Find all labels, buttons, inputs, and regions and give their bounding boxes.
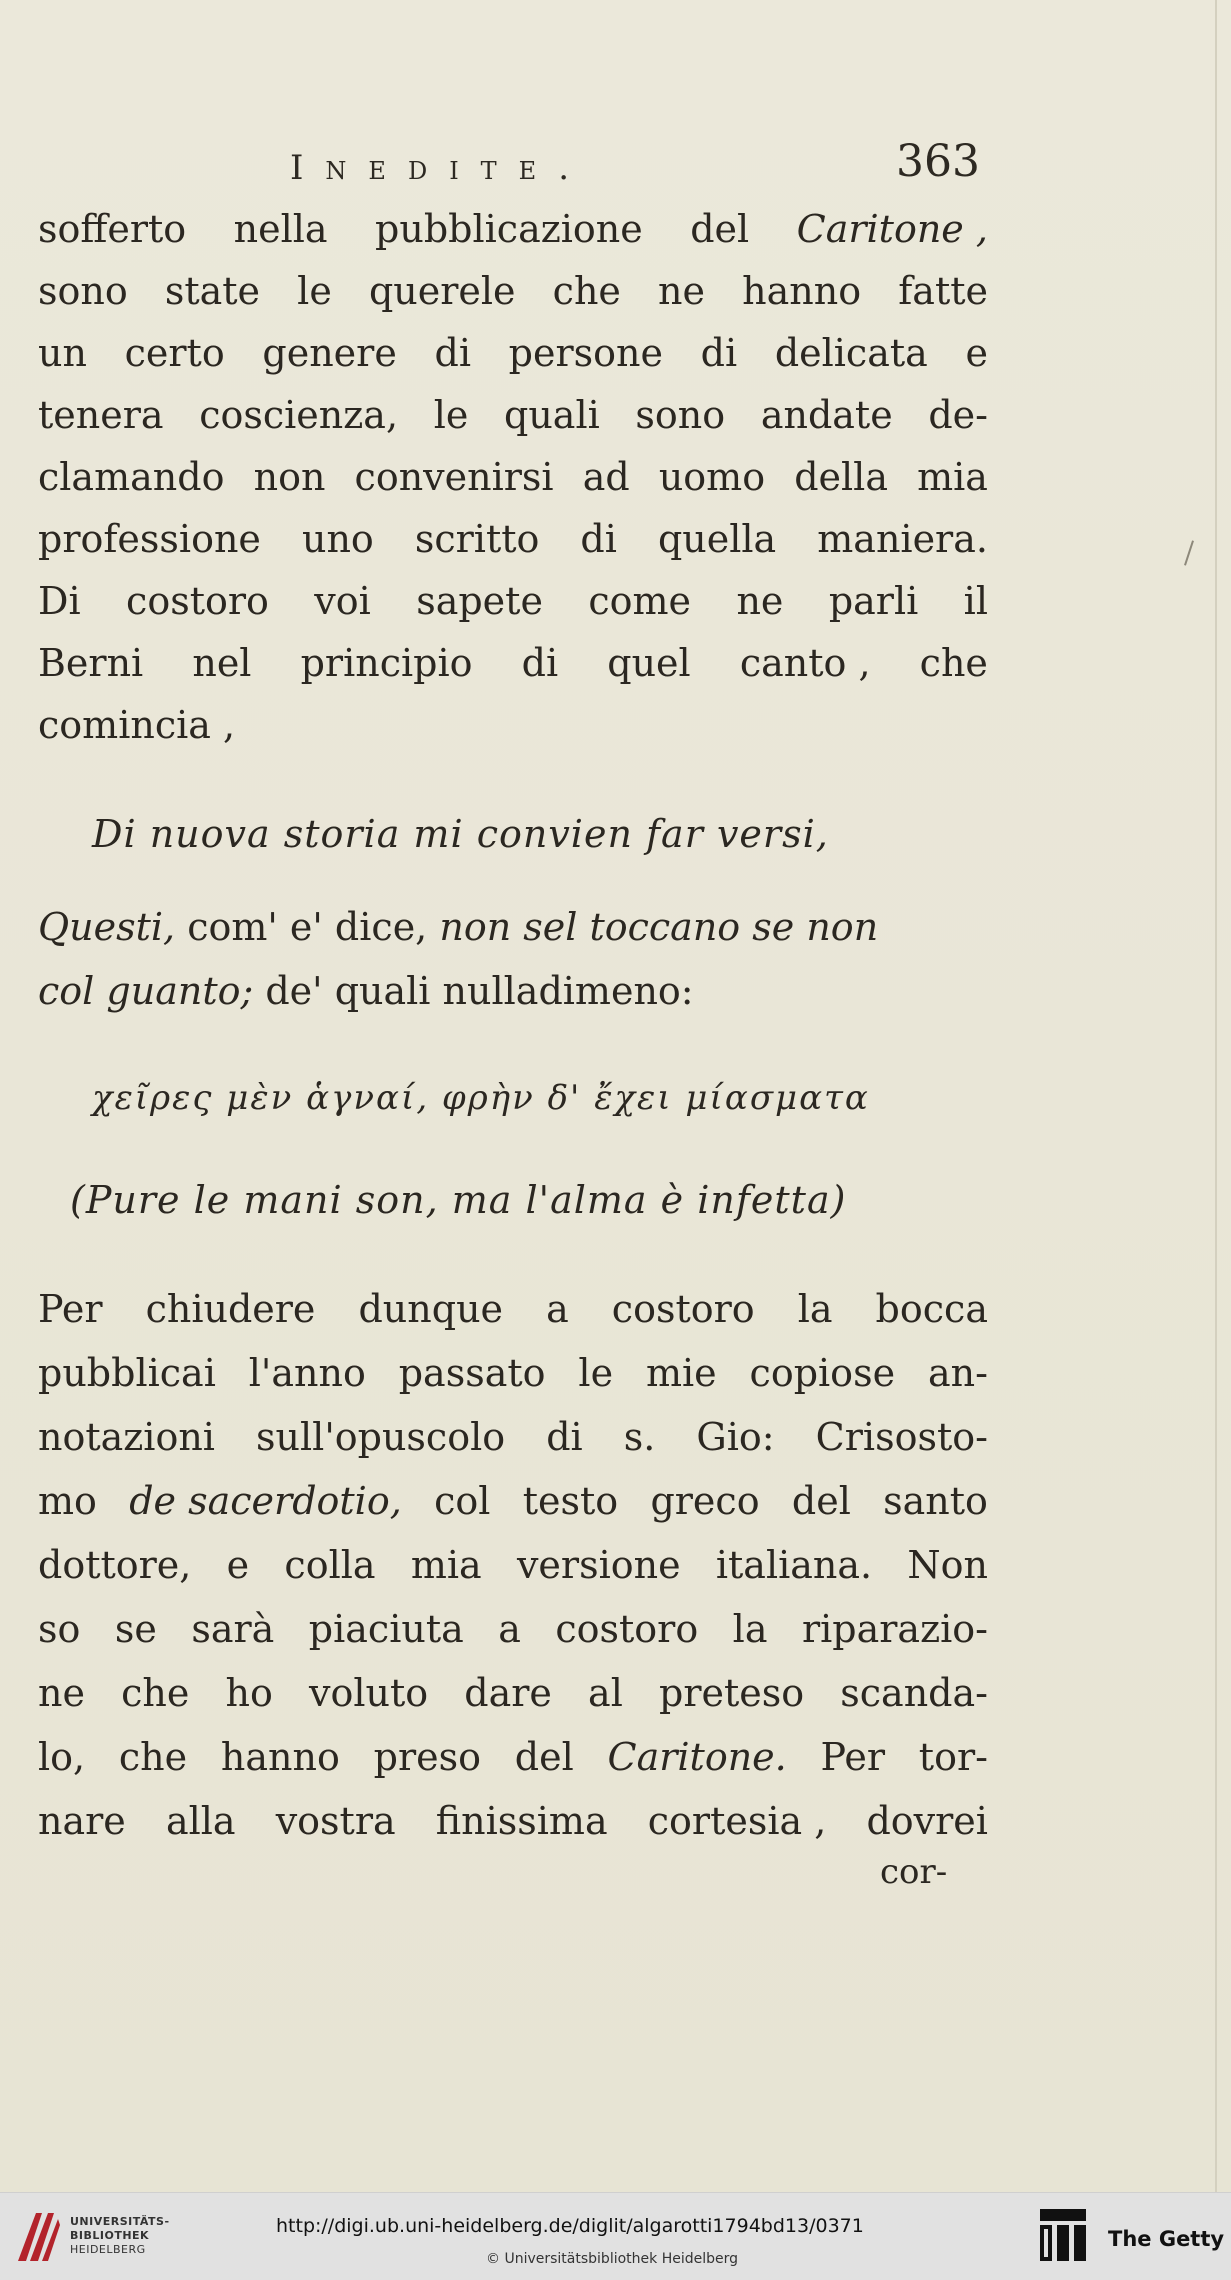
- getty-name: The Getty: [1108, 2227, 1225, 2251]
- word: chiudere: [145, 1287, 316, 1331]
- word: Per: [820, 1735, 886, 1779]
- word: nel: [192, 641, 252, 685]
- verse-quote-1: Di nuova storia mi convien far versi,: [92, 812, 829, 856]
- word: ne: [736, 579, 784, 623]
- word: riparazio-: [801, 1607, 988, 1651]
- word: delicata: [774, 331, 928, 375]
- word: sono: [635, 393, 726, 437]
- word: uno: [301, 517, 374, 561]
- word: quali: [504, 393, 600, 437]
- word: passato: [398, 1351, 546, 1395]
- catchword: cor-: [880, 1852, 948, 1892]
- text-line-col-guanto: [38, 969, 988, 1013]
- word: tor-: [918, 1735, 988, 1779]
- getty-logo-icon: [1038, 2207, 1088, 2265]
- text-line: [38, 1351, 988, 1395]
- running-head: Inedite.: [290, 148, 592, 188]
- word: parli: [828, 579, 919, 623]
- word: italiana.: [715, 1543, 873, 1587]
- word: che: [919, 641, 988, 685]
- library-name: [70, 2215, 170, 2257]
- word: coscienza,: [199, 393, 399, 437]
- word: e: [226, 1543, 250, 1587]
- word: versione: [516, 1543, 681, 1587]
- word: scanda-: [840, 1671, 988, 1715]
- text-line: [38, 269, 988, 313]
- word: santo: [883, 1479, 988, 1523]
- word: cortesia ,: [647, 1799, 827, 1843]
- word: nare: [38, 1799, 126, 1843]
- word: pubblicazione: [375, 207, 643, 251]
- text-line: [38, 331, 988, 375]
- word: andate: [760, 393, 893, 437]
- word: comincia ,: [38, 703, 236, 747]
- word: che: [118, 1735, 188, 1779]
- word: di: [700, 331, 738, 375]
- word: state: [164, 269, 261, 313]
- word: s.: [623, 1415, 656, 1459]
- text-de-quali: de' quali nulladimeno:: [253, 969, 694, 1013]
- text-line: [38, 207, 988, 251]
- word: del: [514, 1735, 574, 1779]
- word: del: [690, 207, 750, 251]
- word: di: [434, 331, 471, 375]
- word: il: [963, 579, 988, 623]
- word: convenirsi: [354, 455, 554, 499]
- word: Gio:: [696, 1415, 775, 1459]
- word: non: [253, 455, 326, 499]
- word: a: [546, 1287, 569, 1331]
- word: vostra: [275, 1799, 396, 1843]
- word: la: [732, 1607, 768, 1651]
- word: de-: [928, 393, 988, 437]
- word: so: [38, 1607, 81, 1651]
- word: greco: [650, 1479, 760, 1523]
- word: certo: [124, 331, 225, 375]
- text-line: [38, 579, 988, 623]
- word: della: [794, 455, 888, 499]
- word: ad: [582, 455, 630, 499]
- word: sarà: [191, 1607, 275, 1651]
- text-come-dice: com' e' dice,: [175, 905, 440, 949]
- word: principio: [300, 641, 473, 685]
- word: genere: [262, 331, 397, 375]
- word: dunque: [358, 1287, 504, 1331]
- word: dare: [464, 1671, 552, 1715]
- text-col-guanto: col guanto;: [38, 969, 254, 1013]
- word: voi: [314, 579, 371, 623]
- word: voluto: [309, 1671, 429, 1715]
- permalink-url[interactable]: http://digi.ub.uni-heidelberg.de/diglit/algarotti1794bd13/0371: [276, 2215, 864, 2237]
- page-edge: [1215, 0, 1217, 2192]
- text-line: [38, 393, 988, 437]
- word: Per: [38, 1287, 103, 1331]
- text-line: [38, 1543, 988, 1587]
- word: mia: [917, 455, 988, 499]
- text-line: [38, 1735, 988, 1779]
- word: testo: [522, 1479, 619, 1523]
- text-line: [38, 1799, 988, 1843]
- text-questi: Questi,: [38, 905, 176, 949]
- word: sofferto: [38, 207, 187, 251]
- word: preteso: [659, 1671, 805, 1715]
- word: professione: [38, 517, 261, 561]
- word: persone: [508, 331, 663, 375]
- word: sapete: [416, 579, 543, 623]
- word: querele: [368, 269, 516, 313]
- word: costoro: [126, 579, 269, 623]
- word: costoro: [611, 1287, 755, 1331]
- text-line: [38, 641, 988, 685]
- word: notazioni: [38, 1415, 215, 1459]
- text-line: [38, 703, 298, 747]
- greek-quotation: χεῖρες μὲν ἁγναί, φρὴν δ' ἔχει μίασματα: [92, 1078, 870, 1118]
- word: maniera.: [817, 517, 988, 561]
- word: ne: [658, 269, 706, 313]
- word: Berni: [38, 641, 144, 685]
- word: sono: [38, 269, 128, 313]
- word: mia: [410, 1543, 482, 1587]
- word: un: [38, 331, 87, 375]
- text-line: [38, 1479, 988, 1523]
- library-name-line-1: UNIVERSITÄTS-: [70, 2215, 170, 2228]
- copyright-notice: © Universitätsbibliothek Heidelberg: [486, 2251, 739, 2267]
- text-non-sel-toccano: non sel toccano se non: [439, 905, 879, 949]
- word: nella: [233, 207, 328, 251]
- word: an-: [927, 1351, 988, 1395]
- word: fatte: [898, 269, 988, 313]
- word: le: [433, 393, 469, 437]
- word: quel: [607, 641, 691, 685]
- word: copiose: [749, 1351, 896, 1395]
- word: tenera: [38, 393, 164, 437]
- margin-mark: [1184, 540, 1194, 565]
- word: ne: [38, 1671, 85, 1715]
- word: scritto: [414, 517, 540, 561]
- word: del: [791, 1479, 851, 1523]
- verse-quote-2: (Pure le mani son, ma l'alma è infetta): [70, 1178, 847, 1222]
- word: dovrei: [866, 1799, 988, 1843]
- word: preso: [373, 1735, 481, 1779]
- word: che: [121, 1671, 190, 1715]
- text-line: [38, 455, 988, 499]
- word: a: [498, 1607, 521, 1651]
- word: lo,: [38, 1735, 86, 1779]
- word: mo: [38, 1479, 97, 1523]
- word: hanno: [220, 1735, 340, 1779]
- word: di: [521, 641, 559, 685]
- library-name-line-2: BIBLIOTHEK: [70, 2229, 150, 2242]
- word: e: [965, 331, 988, 375]
- word: alla: [165, 1799, 236, 1843]
- text-line: [38, 1415, 988, 1459]
- text-line: [38, 517, 988, 561]
- footer-bar: [0, 2192, 1231, 2280]
- word: di: [546, 1415, 583, 1459]
- word: come: [588, 579, 692, 623]
- word: colla: [284, 1543, 376, 1587]
- word: le: [297, 269, 332, 313]
- word: al: [588, 1671, 623, 1715]
- word: clamando: [38, 455, 225, 499]
- word: quella: [657, 517, 777, 561]
- word: dottore,: [38, 1543, 192, 1587]
- word: canto ,: [739, 641, 871, 685]
- text-line: [38, 1671, 988, 1715]
- page-number: 363: [896, 136, 980, 187]
- word: di: [580, 517, 617, 561]
- word: l'anno: [248, 1351, 366, 1395]
- word: sull'opuscolo: [256, 1415, 506, 1459]
- word: piaciuta: [308, 1607, 464, 1651]
- word: col: [434, 1479, 491, 1523]
- word: hanno: [742, 269, 862, 313]
- word: le: [578, 1351, 614, 1395]
- text-line: [38, 1607, 988, 1651]
- word: che: [552, 269, 621, 313]
- word: Non: [907, 1543, 988, 1587]
- word: de sacerdotio,: [129, 1479, 402, 1523]
- word: pubblicai: [38, 1351, 216, 1395]
- word: finissima: [435, 1799, 608, 1843]
- word: se: [114, 1607, 157, 1651]
- word: costoro: [555, 1607, 699, 1651]
- text-line-questi: [38, 905, 988, 949]
- word: mie: [645, 1351, 717, 1395]
- word: Crisosto-: [815, 1415, 988, 1459]
- word: ho: [225, 1671, 273, 1715]
- university-library-logo: [14, 2207, 62, 2265]
- word: Caritone ,: [796, 207, 988, 251]
- text-line: [38, 1287, 988, 1331]
- word: Di: [38, 579, 81, 623]
- word: la: [797, 1287, 833, 1331]
- word: uomo: [658, 455, 766, 499]
- word: bocca: [875, 1287, 988, 1331]
- library-name-line-3: HEIDELBERG: [70, 2243, 146, 2256]
- word: Caritone.: [607, 1735, 787, 1779]
